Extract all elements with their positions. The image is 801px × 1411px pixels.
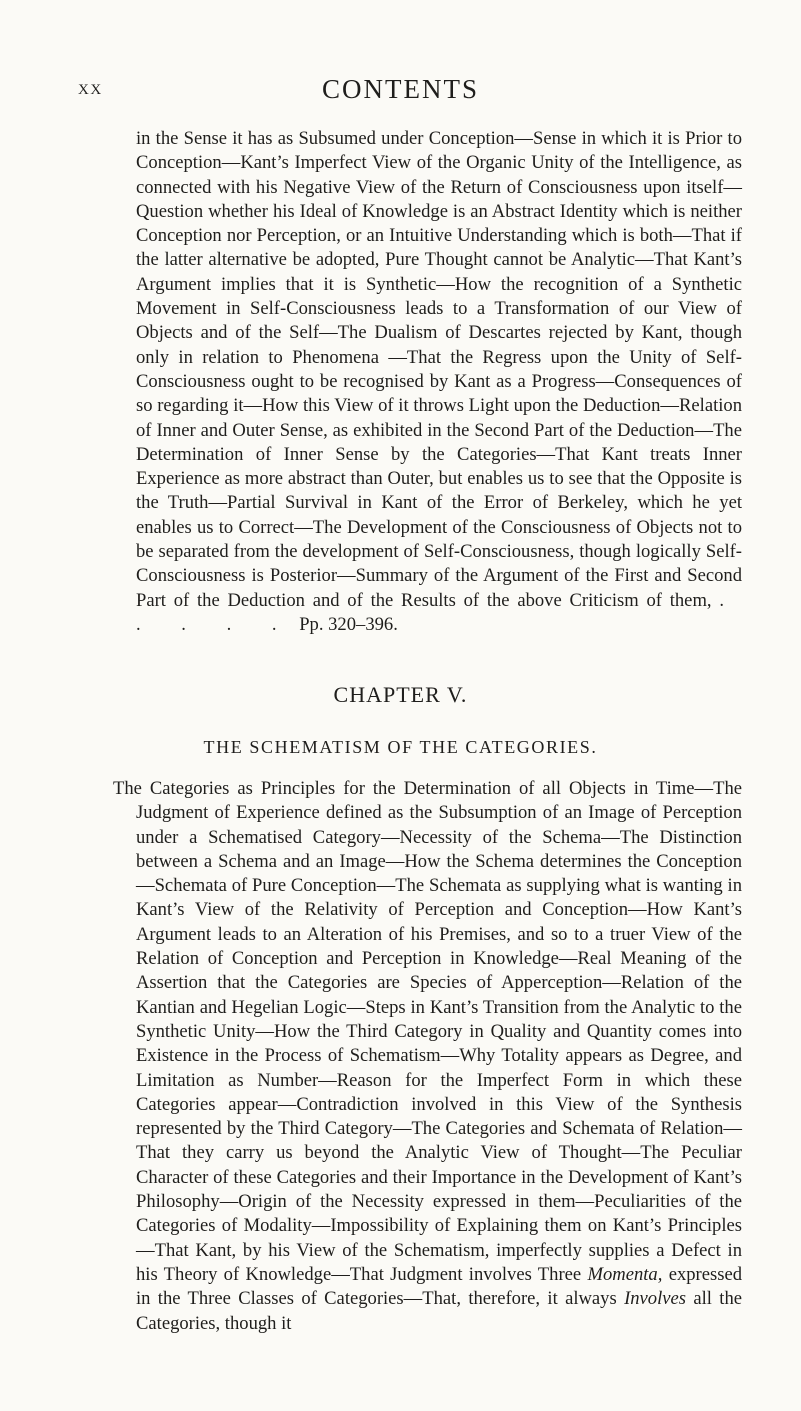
summary-body bbox=[113, 777, 742, 1336]
page-number: XX bbox=[78, 82, 103, 98]
italic-term-involves: Involves bbox=[624, 1288, 687, 1310]
italic-term-momenta: Momenta, bbox=[587, 1263, 663, 1285]
summary-text-part1: The Categories as Principles for the Determination of all Objects in Time—The Judgment of Experience defined as the Subsumption of an Image of Perception under a Schematised Category—Necessity of the Schema—The Distinction between a Schema and an Image—How the Schema determines the Conception—Schemata of Pure Conception—The Schemata as supplying what is wanting in Kant’s View of the Relativity of Perception and Conception—How Kant’s Argument leads to an Alteration of his Premises, and so to a truer View of the Relation of Conception and Perception in Knowledge—Real Meaning of the Assertion that the Categories are Species of Apperception—Relation of the Kantian and Hegelian Logic—Steps in Kant’s Transition from the Analytic to the Synthetic Unity—How the Third Category in Quality and Quantity comes into Existence in the Process of Schematism—Why Totality appears as Degree, and Limitation as Number—Reason for the Imperfect Form in which these Categories appear—Contradiction involved in this View of the Synthesis represented by the Third Category—The Categories and Schemata of Relation—That they carry us beyond the Analytic View of Thought—The Peculiar Character of these Categories and their Importance in the Development of Kant’s Philosophy—Origin of the Necessity expressed in them—Peculiarities of the Categories of Modality—Impossibility of Explaining them on Kant’s Principles—That Kant, by his View of the Schematism, imperfectly supplies a Defect in his Theory of Knowledge—That Judgment involves Three bbox=[113, 778, 742, 1285]
chapter-heading: CHAPTER V. bbox=[333, 682, 468, 707]
dot-leader: . . . . . bbox=[136, 589, 742, 635]
summary-text: in the Sense it has as Subsumed under Conception—Sense in which it is Prior to Conception—Kant’s Imperfect View of the Organic Unity of the Intelligence, as connected with his Negative View of the Return of Consciousness upon itself—Question whether his Ideal of Knowledge is an Abstract Identity which is neither Conception nor Perception, or an Intuitive Understanding which is both—That if the latter alternative be adopted, Pure Thought cannot be Analytic—That Kant’s Argument implies that it is Synthetic—How the recognition of a Synthetic Movement in Self-Consciousness leads to a Transformation of our View of Objects and of the Self—The Dualism of Descartes rejected by Kant, though only in relation to Phenomena —That the Regress upon the Unity of Self-Consciousness ought to be recognised by Kant as a Progress—Consequences of so regarding it—How this View of it throws Light upon the Deduction—Relation of Inner and Outer Sense, as exhibited in the Second Part of the Deduction—The Determination of Inner Sense by the Categories—That Kant treats Inner Experience as more abstract than Outer, but enables us to see that the Opposite is the Truth—Partial Survival in Kant of the Error of Berkeley, which he yet enables us to Correct—The Development of the Consciousness of Objects not to be separated from the development of Self-Consciousness, though logically Self-Consciousness is Posterior—Summary of the Argument of the First and Second Part of the Deduction and of the Results of the above Criticism of them, bbox=[136, 128, 742, 611]
running-title: CONTENTS bbox=[322, 74, 479, 104]
chapter-5-summary bbox=[113, 777, 742, 1336]
running-head bbox=[0, 74, 801, 106]
chapter-title: THE SCHEMATISM OF THE CATEGORIES. bbox=[203, 737, 598, 757]
chapter-4-summary-continued bbox=[136, 127, 742, 637]
summary-text-part2: expressed in the Three Classes of Categories—That, therefore, it always bbox=[136, 1263, 743, 1310]
page-range: Pp. 320–396. bbox=[299, 613, 398, 635]
summary-text-part3: all the Categories, though it bbox=[136, 1288, 742, 1334]
